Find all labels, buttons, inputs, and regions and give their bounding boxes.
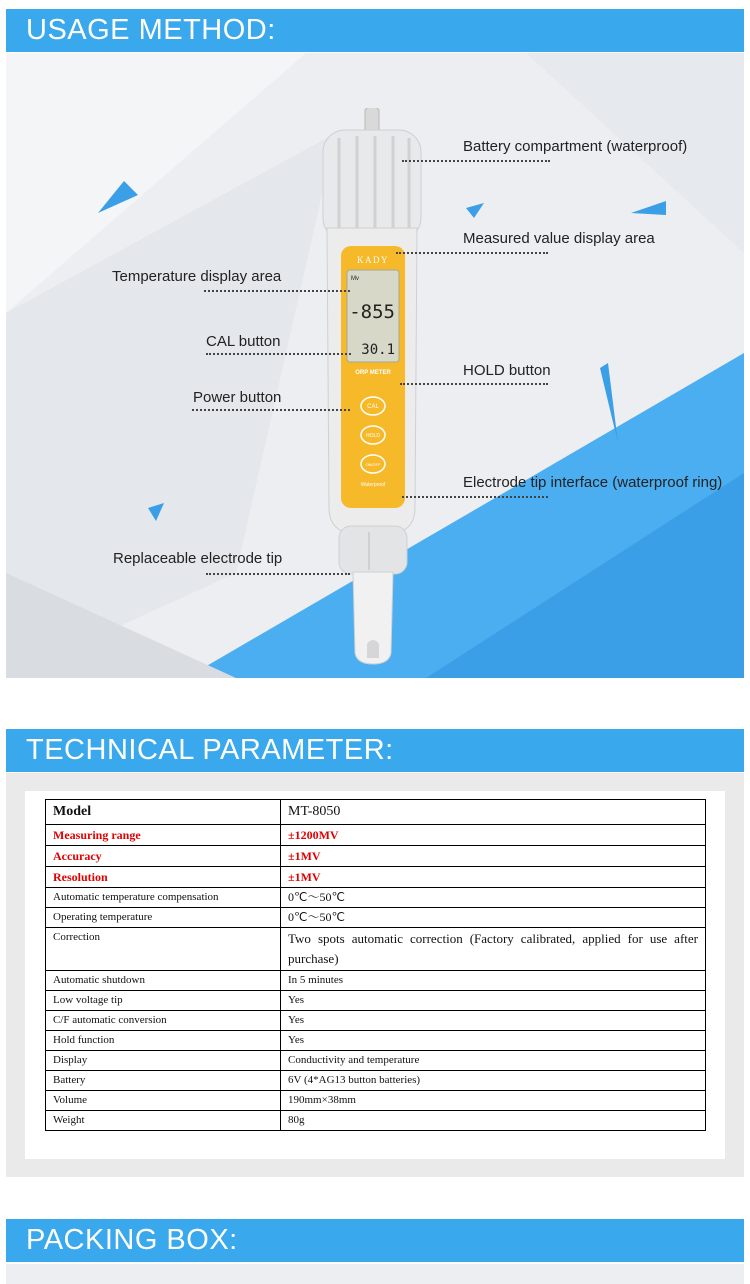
callout-hold: HOLD button — [463, 362, 551, 379]
table-row — [46, 1111, 706, 1131]
battery-leader — [402, 160, 550, 162]
spec-value: 190mm×38mm — [281, 1091, 706, 1111]
technical-parameter-banner — [6, 729, 744, 772]
technical-parameter-title: TECHNICAL PARAMETER: — [26, 734, 394, 766]
spec-key: Model — [46, 800, 281, 825]
power-leader — [192, 409, 350, 411]
callout-battery: Battery compartment (waterproof) — [463, 138, 688, 155]
meter-cal-label: CAL — [367, 404, 379, 410]
callout-temperature: Temperature display area — [112, 268, 282, 285]
usage-illustration — [6, 53, 744, 678]
table-row — [46, 800, 706, 825]
spec-panel — [6, 773, 744, 1177]
usage-method-banner — [6, 9, 744, 52]
table-row — [46, 1011, 706, 1031]
spec-value: 80g — [281, 1111, 706, 1131]
spec-value: In 5 minutes — [281, 971, 706, 991]
table-row — [46, 1051, 706, 1071]
packing-box-panel — [6, 1264, 744, 1284]
spec-key: Measuring range — [46, 825, 281, 846]
spec-value: MT-8050 — [281, 800, 706, 825]
cal-leader — [206, 353, 351, 355]
spec-key: Resolution — [46, 867, 281, 888]
table-row — [46, 991, 706, 1011]
spec-key: Volume — [46, 1091, 281, 1111]
spec-key: Battery — [46, 1071, 281, 1091]
callout-cal: CAL button — [206, 333, 281, 350]
callout-replaceable-tip: Replaceable electrode tip — [113, 550, 283, 567]
spec-key: Low voltage tip — [46, 991, 281, 1011]
spec-table-container — [25, 791, 725, 1159]
temperature-leader — [204, 290, 350, 292]
spec-value: Yes — [281, 991, 706, 1011]
spec-key: Automatic shutdown — [46, 971, 281, 991]
spec-key: Weight — [46, 1111, 281, 1131]
measured-leader — [396, 252, 548, 254]
spec-key: Display — [46, 1051, 281, 1071]
spec-key: Hold function — [46, 1031, 281, 1051]
table-row — [46, 1031, 706, 1051]
spec-key: Automatic temperature compensation — [46, 888, 281, 908]
spec-value: Yes — [281, 1011, 706, 1031]
spec-value: 0℃～50℃ — [281, 888, 706, 908]
table-row — [46, 1071, 706, 1091]
spec-table — [45, 799, 706, 1131]
usage-method-title: USAGE METHOD: — [26, 14, 276, 46]
spec-value: ±1MV — [281, 867, 706, 888]
meter-unit: Mv — [351, 276, 359, 282]
meter-temperature: 30.1 — [361, 342, 395, 358]
table-row — [46, 846, 706, 867]
table-row — [46, 888, 706, 908]
callout-power: Power button — [193, 389, 282, 406]
callout-measured: Measured value display area — [463, 230, 655, 247]
packing-box-title: PACKING BOX: — [26, 1224, 238, 1256]
spec-value: Yes — [281, 1031, 706, 1051]
table-row — [46, 908, 706, 928]
spec-value: Two spots automatic correction (Factory calibrated, applied for use after purchase) — [281, 928, 706, 971]
table-row — [46, 928, 706, 971]
packing-box-banner — [6, 1219, 744, 1262]
meter-model-label: ORP METER — [355, 370, 391, 376]
spec-key: Operating temperature — [46, 908, 281, 928]
spec-value: 0℃～50℃ — [281, 908, 706, 928]
spec-value: ±1200MV — [281, 825, 706, 846]
spec-value: Conductivity and temperature — [281, 1051, 706, 1071]
replaceable-tip-leader — [206, 573, 350, 575]
table-row — [46, 825, 706, 846]
table-row — [46, 867, 706, 888]
table-row — [46, 971, 706, 991]
meter-waterproof-label: Waterproof — [360, 482, 386, 488]
spec-value: ±1MV — [281, 846, 706, 867]
meter-hold-label: HOLD — [366, 433, 380, 439]
meter-reading: -855 — [349, 301, 395, 323]
spec-key: Correction — [46, 928, 281, 971]
meter-brand: KADY — [357, 255, 389, 265]
spec-key: C/F automatic conversion — [46, 1011, 281, 1031]
spec-key: Accuracy — [46, 846, 281, 867]
callout-electrode-interface: Electrode tip interface (waterproof ring) — [463, 474, 723, 491]
table-row — [46, 1091, 706, 1111]
spec-value: 6V (4*AG13 button batteries) — [281, 1071, 706, 1091]
electrode-interface-leader — [402, 496, 548, 498]
hold-leader — [400, 383, 548, 385]
orp-meter — [317, 108, 427, 668]
meter-power-label: ON/OFF — [365, 462, 381, 467]
